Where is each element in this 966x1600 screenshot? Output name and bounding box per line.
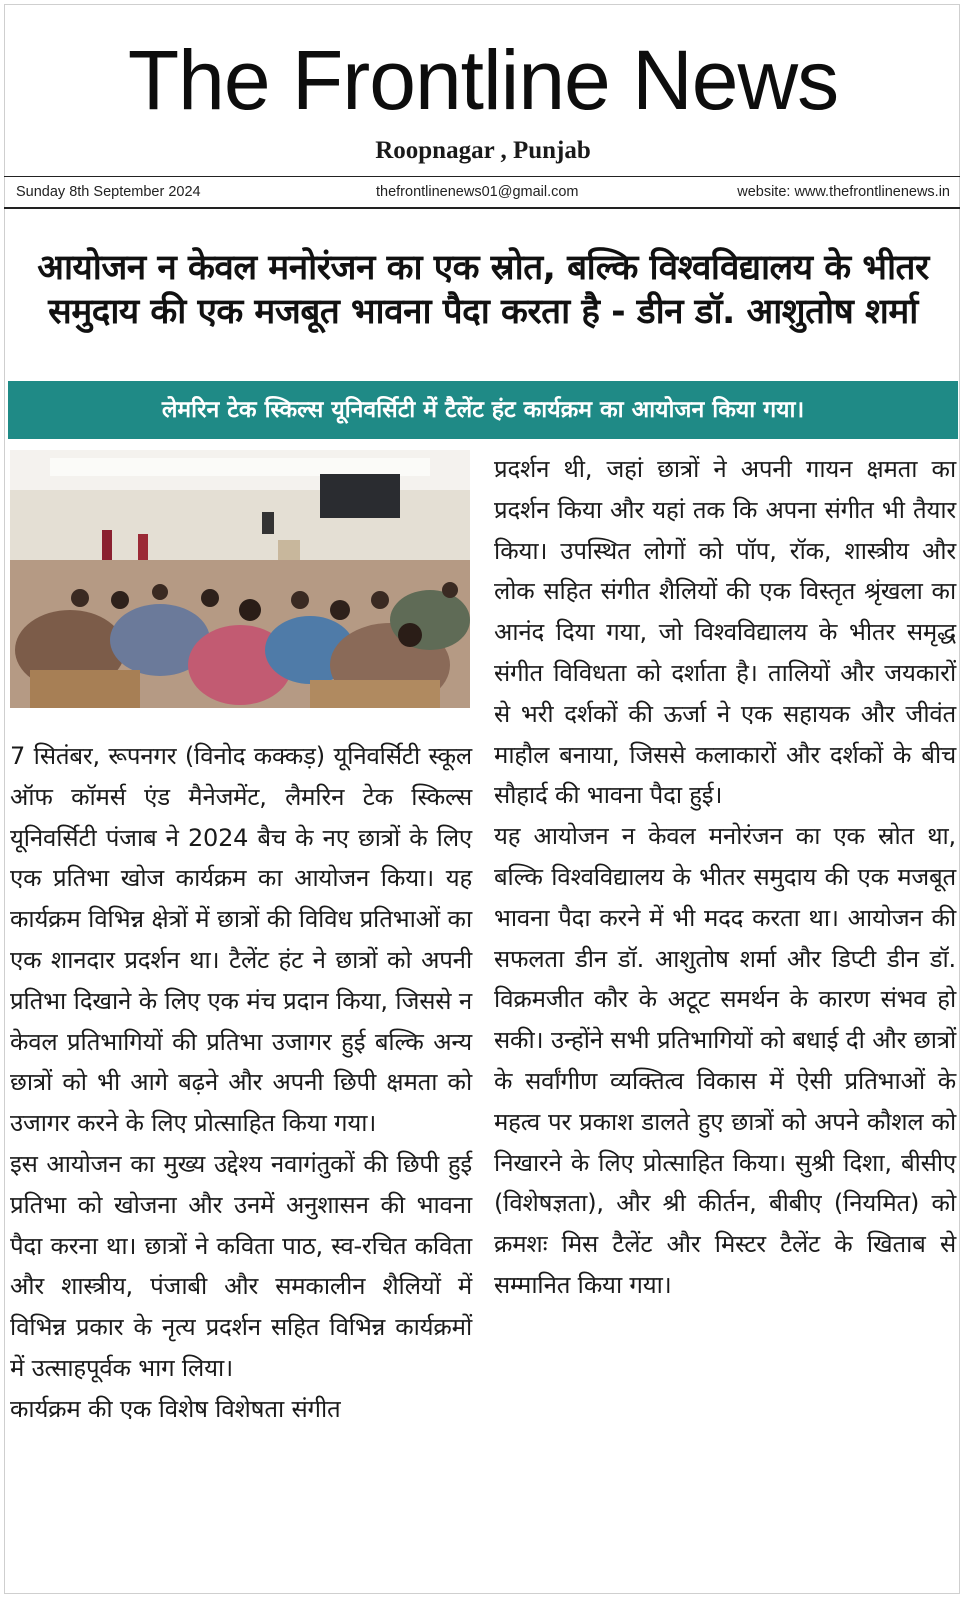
masthead-location: Roopnagar , Punjab: [375, 137, 591, 164]
event-photo: [10, 450, 470, 708]
contact-email: thefrontlinenews01@gmail.com: [376, 184, 579, 200]
article-paragraph: प्रदर्शन थी, जहां छात्रों ने अपनी गायन क्षमता का प्रदर्शन किया और यहां तक कि अपना संगीत भी तैयार किया। उपस्थित लोगों को पॉप, रॉक, शास्त्रीय और लोक सहित संगीत शैलियों की एक विस्तृत श्रृंखला का आनंद दिया गया, जो विश्वविद्यालय के भीतर समृद्ध संगीत विविधता को दर्शाता है। तालियों और जयकारों से भरी दर्शकों की ऊर्जा ने एक सहायक और जीवंत माहौल बनाया, जिससे कलाकारों और दर्शकों के बीच सौहार्द की भावना पैदा हुई।: [494, 455, 956, 810]
issue-date: Sunday 8th September 2024: [16, 184, 201, 200]
article-subheadline-banner: लेमरिन टेक स्किल्स यूनिवर्सिटी में टैलेंट हंट कार्यक्रम का आयोजन किया गया।: [8, 381, 958, 439]
article-column-left: [10, 736, 472, 1430]
article-column-right: [494, 449, 956, 1306]
info-bar: [16, 184, 950, 204]
masthead-title: The Frontline News: [127, 33, 839, 127]
article-headline: आयोजन न केवल मनोरंजन का एक स्रोत, बल्कि विश्वविद्यालय के भीतर समुदाय की एक मजबूत भावना पैदा करता है - डीन डॉ. आशुतोष शर्मा: [37, 248, 929, 332]
article-paragraph: यह आयोजन न केवल मनोरंजन का एक स्रोत था, बल्कि विश्वविद्यालय के भीतर समुदाय की एक मजबूत भावना पैदा करने में भी मदद करता था। आयोजन की सफलता डीन डॉ. आशुतोष शर्मा और डिप्टी डीन डॉ. विक्रमजीत कौर के अटूट समर्थन के कारण संभव हो सकी। उन्होंने सभी प्रतिभागियों को बधाई दी और छात्रों के सर्वांगीण व्यक्तित्व विकास में ऐसी प्रतिभाओं के महत्व पर प्रकाश डालते हुए छात्रों को अपने कौशल को निखारने के लिए प्रोत्साहित किया। सुश्री दिशा, बीसीए (विशेषज्ञता), और श्री कीर्तन, बीबीए (नियमित) को क्रमशः मिस टैलेंट और मिस्टर टैलेंट के खिताब से सम्मानित किया गया।: [494, 822, 956, 1299]
article-paragraph: 7 सितंबर, रूपनगर (विनोद कक्कड़) यूनिवर्सिटी स्कूल ऑफ कॉमर्स एंड मैनेजमेंट, लैमरिन टेक स्किल्स यूनिवर्सिटी पंजाब ने 2024 बैच के नए छात्रों के लिए एक प्रतिभा खोज कार्यक्रम का आयोजन किया। यह कार्यक्रम विभिन्न क्षेत्रों में छात्रों की विविध प्रतिभाओं का एक शानदार प्रदर्शन था। टैलेंट हंट ने छात्रों को अपनी प्रतिभा दिखाने के लिए एक मंच प्रदान किया, जिससे न केवल प्रतिभागियों की प्रतिभा उजागर हुई बल्कि अन्य छात्रों को भी आगे बढ़ने और अपनी छिपी क्षमता को उजागर करने के लिए प्रोत्साहित किया गया।: [10, 742, 472, 1138]
divider-bottom: [4, 207, 960, 209]
article-paragraph: इस आयोजन का मुख्य उद्देश्य नवागंतुकों की छिपी हुई प्रतिभा को खोजना और उनमें अनुशासन की भावना पैदा करना था। छात्रों ने कविता पाठ, स्व-रचित कविता और शास्त्रीय, पंजाबी और समकालीन शैलियों में विभिन्न प्रकार के नृत्य प्रदर्शन सहित विभिन्न कार्यक्रमों में उत्साहपूर्वक भाग लिया।: [10, 1149, 472, 1382]
article-paragraph: कार्यक्रम की एक विशेष विशेषता संगीत: [10, 1394, 341, 1423]
divider-top: [4, 176, 960, 177]
audience-photo-illustration: [10, 450, 470, 708]
website-link: website: www.thefrontlinenews.in: [737, 184, 950, 200]
